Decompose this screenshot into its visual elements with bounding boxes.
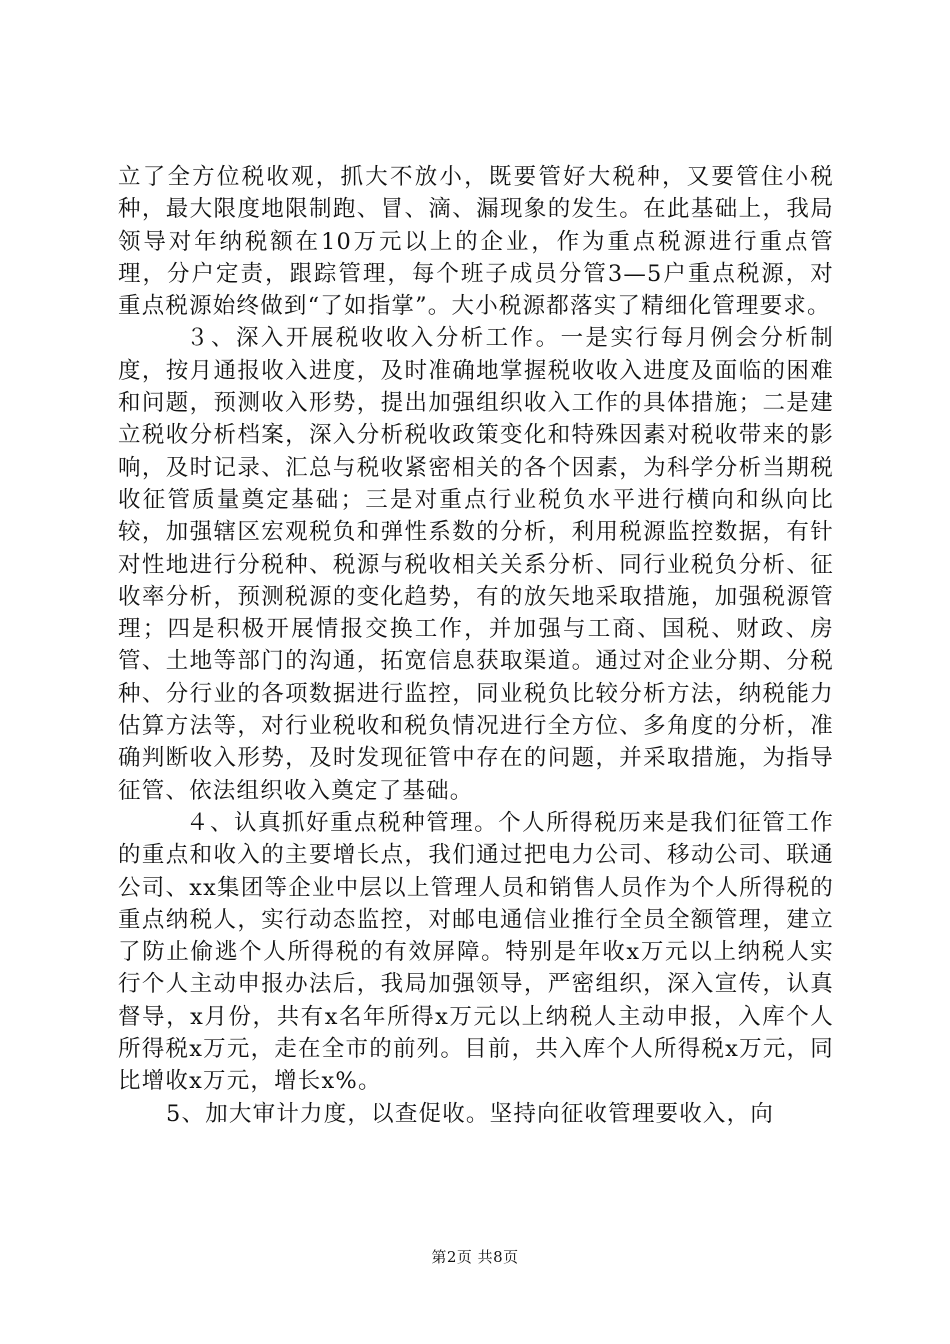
document-body xyxy=(118,161,834,1130)
paragraph-section-3: ３、深入开展税收收入分析工作。一是实行每月例会分析制度，按月通报收入进度，及时准确地掌握税收收入进度及面临的困难和问题，预测收入形势，提出加强组织收入工作的具体措施；二是建立税收分析档案，深入分析税收政策变化和特殊因素对税收带来的影响，及时记录、汇总与税收紧密相关的各个因素，为科学分析当期税收征管质量奠定基础；三是对重点行业税负水平进行横向和纵向比较，加强辖区宏观税负和弹性系数的分析，利用税源监控数据，有针对性地进行分税种、税源与税收相关关系分析、同行业税负分析、征收率分析，预测税源的变化趋势，有的放矢地采取措施，加强税源管理；四是积极开展情报交换工作，并加强与工商、国税、财政、房管、土地等部门的沟通，拓宽信息获取渠道。通过对企业分期、分税种、分行业的各项数据进行监控，同业税负比较分析方法，纳税能力估算方法等，对行业税收和税负情况进行全方位、多角度的分析，准确判断收入形势，及时发现征管中存在的问题，并采取措施，为指导征管、依法组织收入奠定了基础。 xyxy=(118,325,834,804)
paragraph-continuation: 立了全方位税收观，抓大不放小，既要管好大税种，又要管住小税种，最大限度地限制跑、冒、滴、漏现象的发生。在此基础上，我局领导对年纳税额在10万元以上的企业，作为重点税源进行重点管理，分户定责，跟踪管理，每个班子成员分管3—5户重点税源，对重点税源始终做到“了如指掌”。大小税源都落实了精细化管理要求。 xyxy=(118,164,834,320)
page-number-footer: 第2页 共8页 xyxy=(431,1248,519,1266)
paragraph-section-4: ４、认真抓好重点税种管理。个人所得税历来是我们征管工作的重点和收入的主要增长点，我们通过把电力公司、移动公司、联通公司、xx集团等企业中层以上管理人员和销售人员作为个人所得税的重点纳税人，实行动态监控，对邮电通信业推行全员全额管理，建立了防止偷逃个人所得税的有效屏障。特别是年收x万元以上纳税人实行个人主动申报办法后，我局加强领导，严密组织，深入宣传，认真督导，x月份，共有x名年所得x万元以上纳税人主动申报，入库个人所得税x万元，走在全市的前列。目前，共入库个人所得税x万元，同比增收x万元，增长x%。 xyxy=(118,809,834,1095)
paragraph-section-5: 5、加大审计力度，以查促收。坚持向征收管理要收入，向 xyxy=(166,1100,775,1127)
